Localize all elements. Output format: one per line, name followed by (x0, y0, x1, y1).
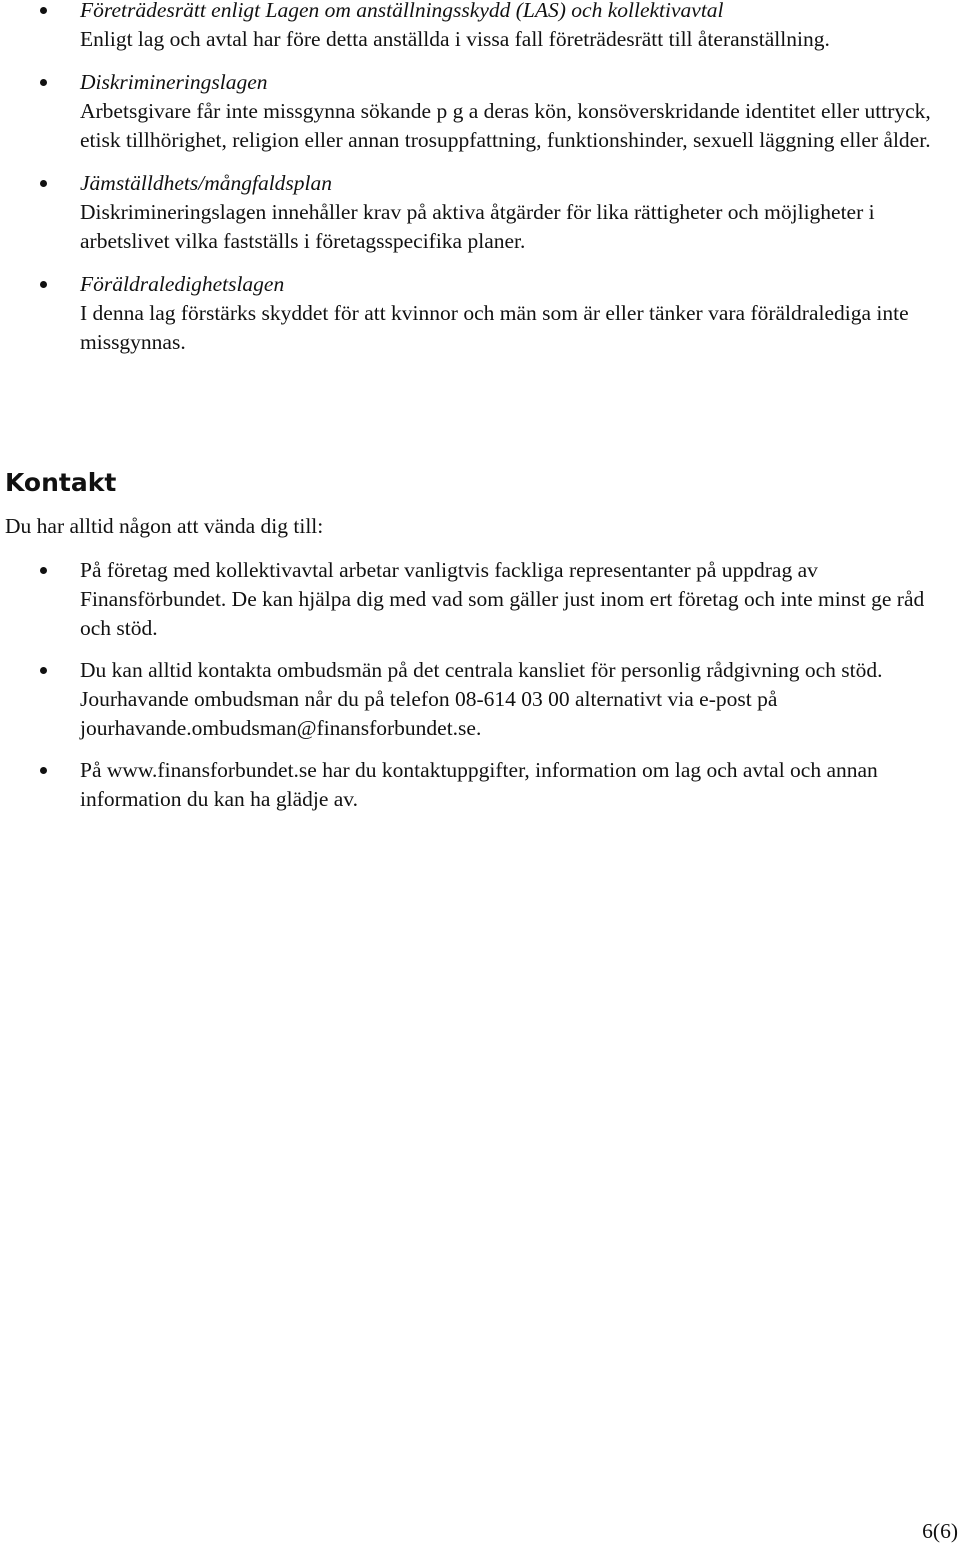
law-description: Diskrimineringslagen innehåller krav på aktiva åtgärder för lika rättigheter och möjligheter i arbetslivet vilka fastställs i företagsspecifika planer. (80, 200, 875, 253)
bullet-icon (40, 767, 47, 774)
bullet-icon (40, 180, 47, 187)
bullet-icon (40, 567, 47, 574)
section-heading-contact: Kontakt (5, 468, 117, 497)
list-item (0, 656, 960, 743)
law-description: Arbetsgivare får inte missgynna sökande p g a deras kön, konsöverskridande identitet eller uttryck, etisk tillhörighet, religion eller annan trosuppfattning, funktionshinder, sexuell läggning eller ålder. (80, 99, 931, 152)
list-item (0, 68, 960, 155)
law-heading: Diskrimineringslagen (80, 70, 268, 94)
list-item (0, 169, 960, 256)
law-description: Enligt lag och avtal har före detta anställda i vissa fall företrädesrätt till återanställning. (80, 27, 830, 51)
bullet-icon (40, 281, 47, 288)
list-item (0, 756, 960, 814)
page-number: 6(6) (922, 1519, 958, 1543)
contact-item-text: Du kan alltid kontakta ombudsmän på det centrala kansliet för personlig rådgivning och stöd. Jourhavande ombudsman når du på telefon 08-614 03 00 alternativt via e-post på jourhavande.ombudsman@finansforbundet.se. (80, 658, 883, 740)
laws-list (0, 0, 960, 371)
law-heading: Företrädesrätt enligt Lagen om anställningsskydd (LAS) och kollektivavtal (80, 0, 724, 22)
law-heading: Jämställdhets/mångfaldsplan (80, 171, 333, 195)
list-item (0, 0, 960, 54)
bullet-icon (40, 667, 47, 674)
contact-item-text: På www.finansforbundet.se har du kontaktuppgifter, information om lag och avtal och annan information du kan ha glädje av. (80, 758, 878, 811)
law-description: I denna lag förstärks skyddet för att kvinnor och män som är eller tänker vara föräldralediga inte missgynnas. (80, 301, 909, 354)
list-item (0, 556, 960, 643)
law-heading: Föräldraledighetslagen (80, 272, 285, 296)
contact-item-text: På företag med kollektivavtal arbetar vanligtvis fackliga representanter på uppdrag av Finansförbundet. De kan hjälpa dig med vad som gäller just inom ert företag och inte minst ge råd och stöd. (80, 558, 925, 640)
bullet-icon (40, 7, 47, 14)
contact-intro: Du har alltid någon att vända dig till: (5, 514, 324, 538)
list-item (0, 270, 960, 357)
bullet-icon (40, 79, 47, 86)
contact-list (0, 556, 960, 827)
